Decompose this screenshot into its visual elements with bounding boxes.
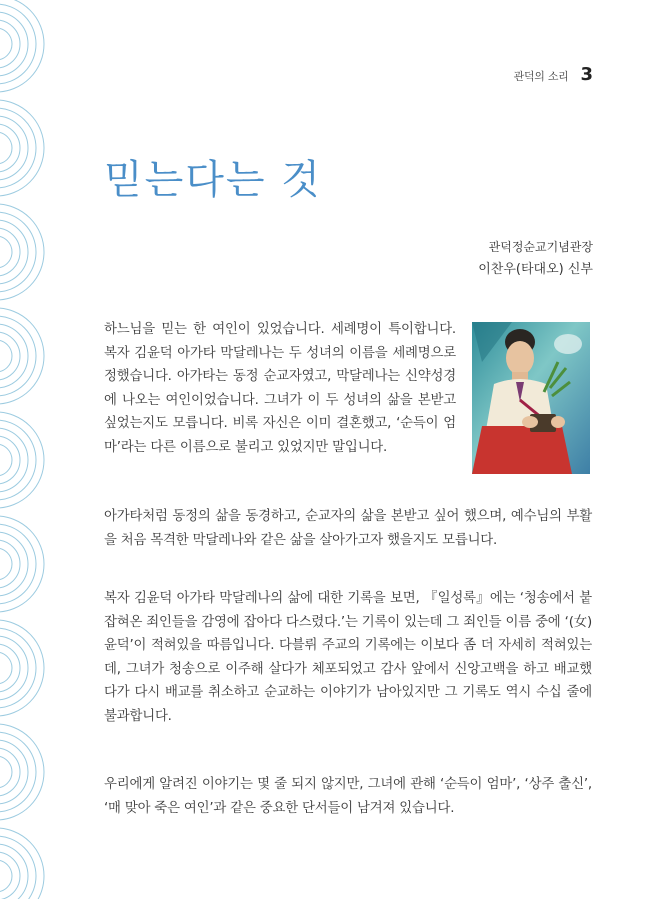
paragraph-4: 우리에게 알려진 이야기는 몇 줄 되지 않지만, 그녀에 관해 ‘순득이 엄마’, ‘상주 출신’, ‘매 맞아 죽은 여인’과 같은 중요한 단서들이 남겨져 있습니다. [104,777,592,816]
author-name: 이찬우(타대오) 신부 [478,262,593,277]
author-organization: 관덕정순교기념관장 [488,240,593,254]
decorative-circles [0,0,60,899]
paragraph-2: 아가타처럼 동정의 삶을 동경하고, 순교자의 삶을 본받고 싶어 했으며, 예수님의 부활을 처음 목격한 막달레나와 같은 삶을 살아가고자 했을지도 모릅니다. [104,509,592,548]
byline [478,238,593,280]
running-header [514,64,593,85]
page-number: 3 [580,64,593,85]
paragraph-1: 하느님을 믿는 한 여인이 있었습니다. 세례명이 특이합니다. 복자 김윤덕 아가타 막달레나는 두 성녀의 이름을 세례명으로 정했습니다. 아가타는 동정 순교자였고, 막달레나는 신약성경에 나오는 여인이었습니다. 그녀가 이 두 성녀의 삶을 본받고 싶었는지도 모릅니다. 비록 자신은 이미 결혼했고, ‘순득이 엄마’라는 다른 이름으로 불리고 있었지만 말입니다. [104,322,456,455]
section-name: 관덕의 소리 [513,70,569,83]
paragraph-3: 복자 김윤덕 아가타 막달레나의 삶에 대한 기록을 보면, 『일성록』에는 ‘청송에서 붙잡혀온 죄인들을 감영에 잡아다 다스렸다.’는 기록이 있는데 그 죄인들 이름 중에 ‘(女) 윤덕’이 적혀있을 따름입니다. 다블뤼 주교의 기록에는 이보다 좀 더 자세히 적혀있는데, 그녀가 청송으로 이주해 살다가 체포되었고 감사 앞에서 신앙고백을 하고 배교했다가 다시 배교를 취소하고 순교하는 이야기가 남아있지만 그 기록도 역시 수십 줄에 불과합니다. [104,591,592,724]
portrait-painting [472,322,590,474]
article-title: 믿는다는 것 [104,157,322,203]
